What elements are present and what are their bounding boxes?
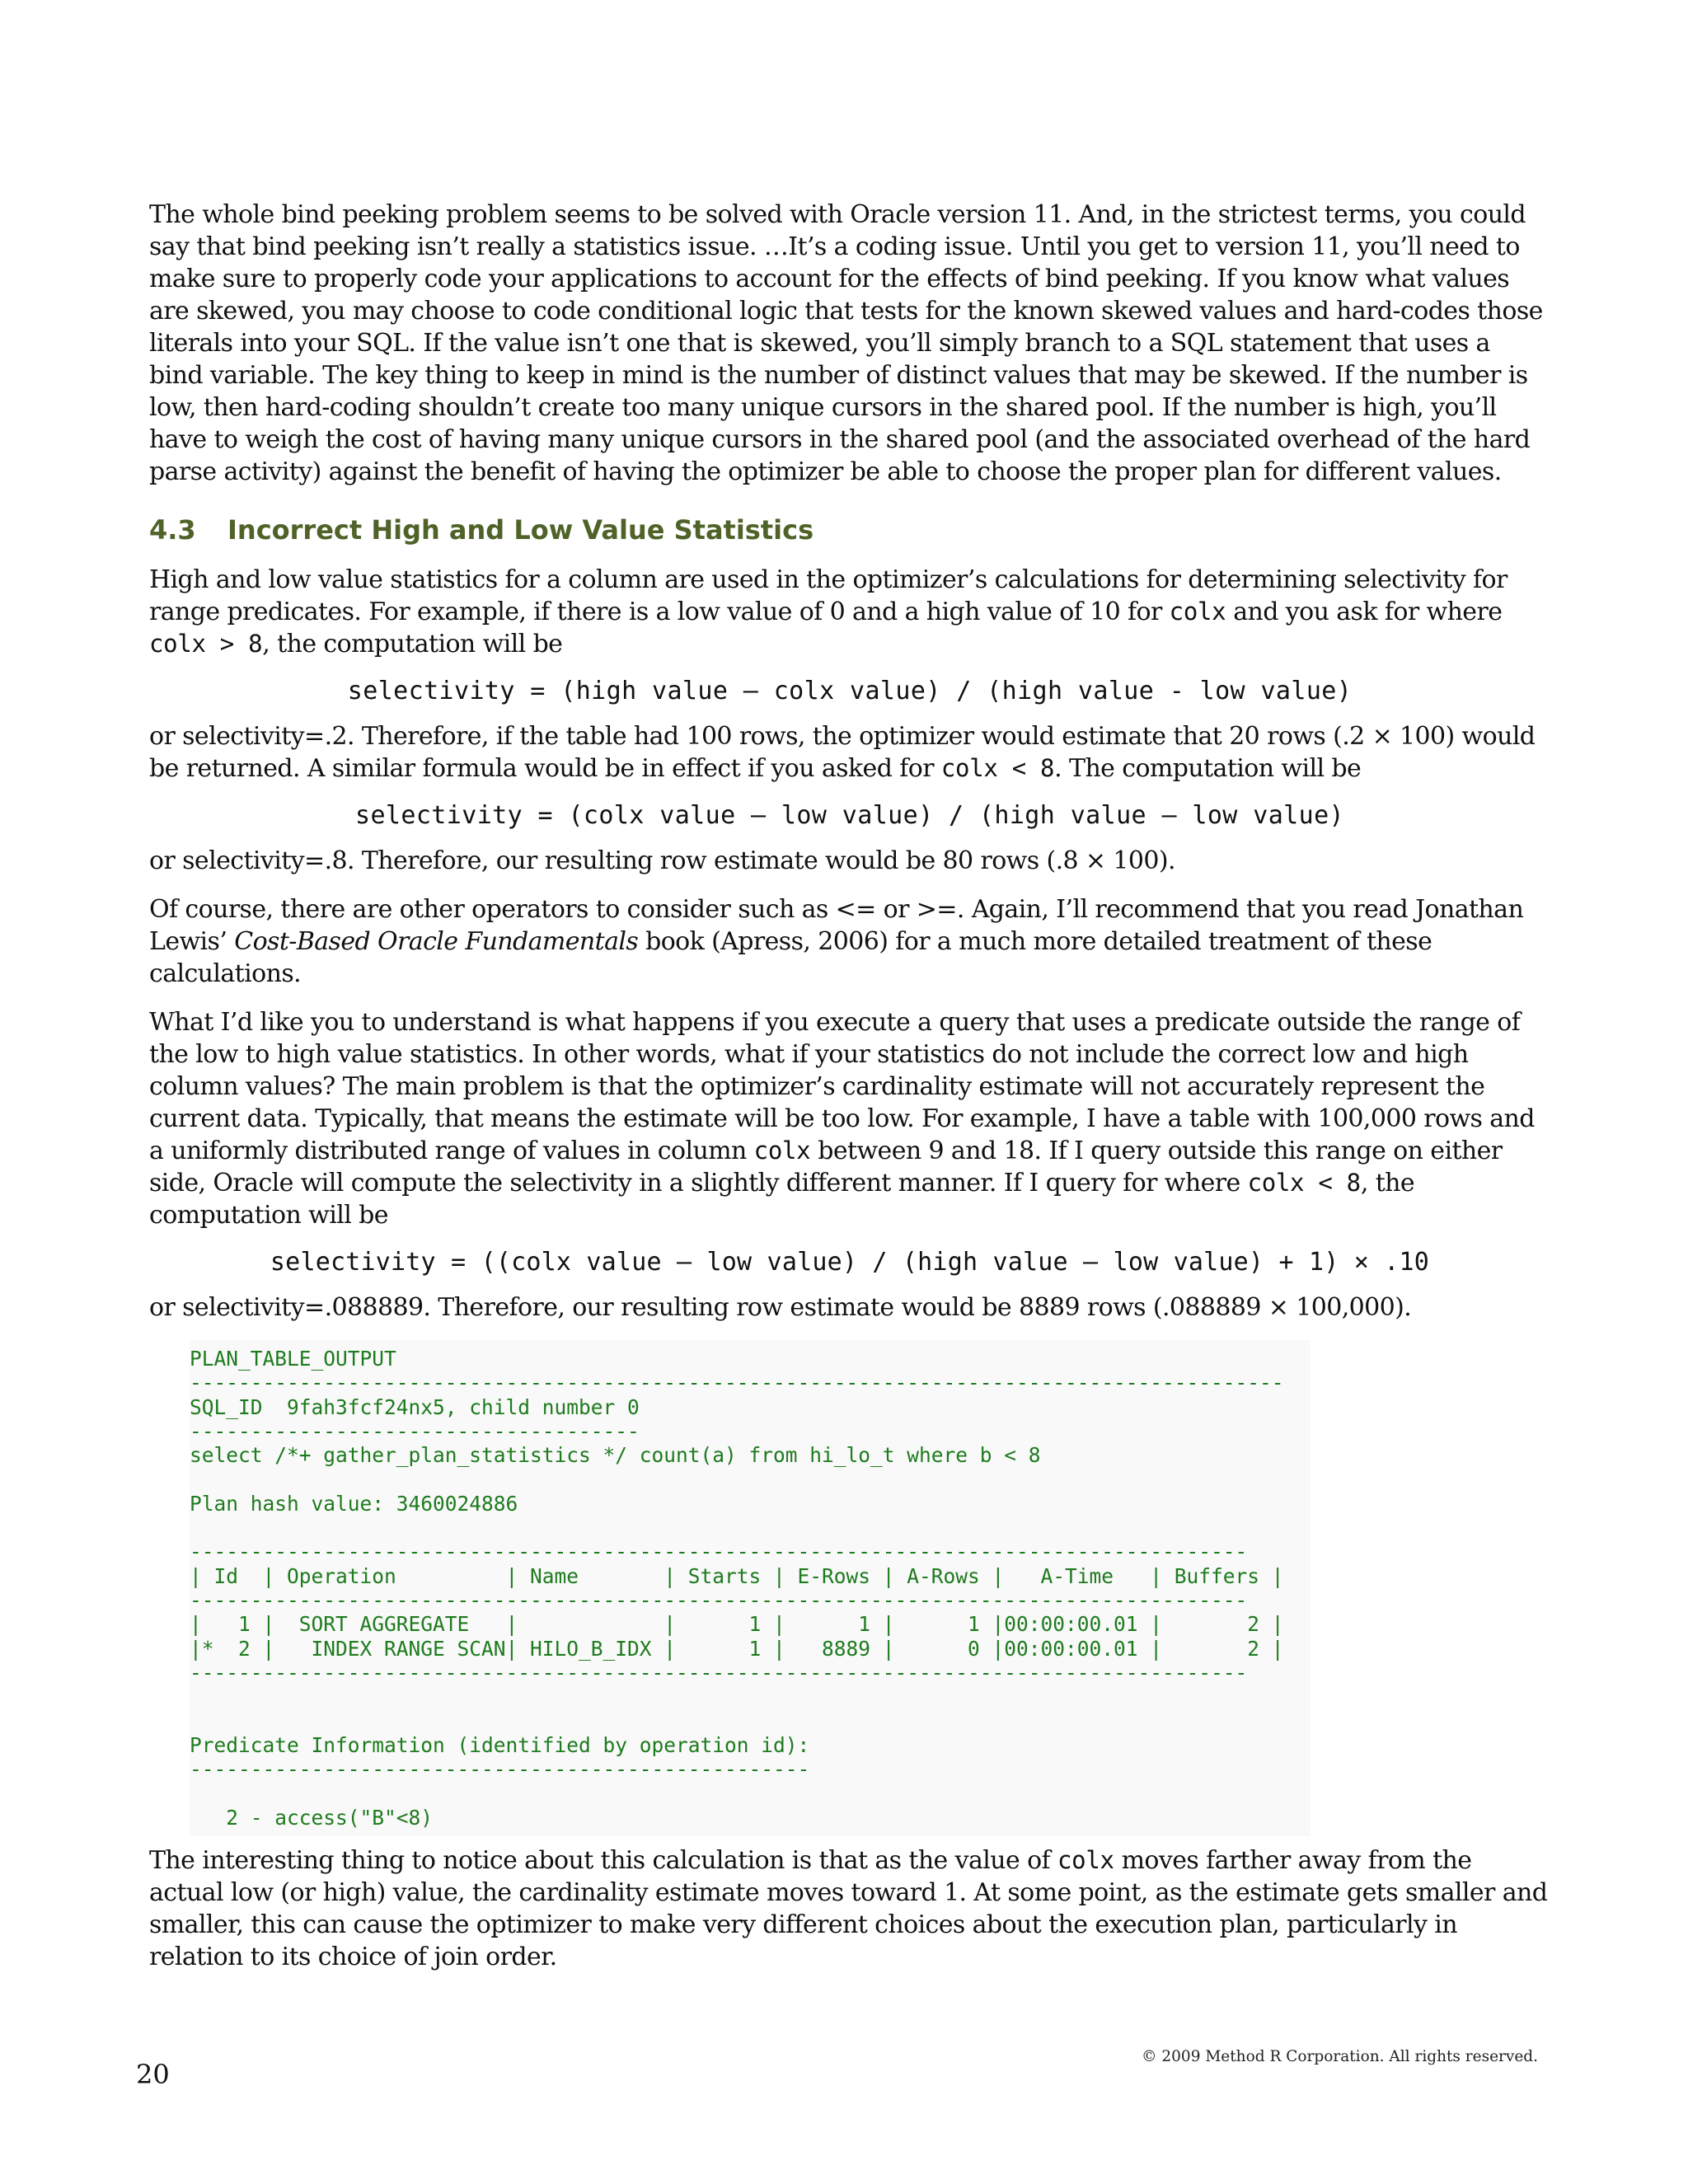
inline-code: colx (1057, 1845, 1114, 1874)
paragraph-selectivity-result-1: or selectivity=.2. Therefore, if the table had 100 rows, the optimizer would estimate that 20 rows (.2 × 100) would be returned. A similar formula would be in effect if you asked for colx < 8. The computation will be (149, 722, 1536, 783)
inline-code: colx (1169, 598, 1226, 626)
paragraph-bind-peeking: The whole bind peeking problem seems to be solved with Oracle version 11. And, in the strictest terms, you could say that bind peeking isn’t really a statistics issue. …It’s a coding issue. Until you get to version 11, you’ll need to make sure to properly code your applications to account for the effects of bind peeking. If you know what values are skewed, you may choose to code conditional logic that tests for the known skewed values and hard-codes those literals into your SQL. If the value isn’t one that is skewed, you’ll simply branch to a SQL statement that uses a bind variable. The key thing to keep in mind is the number of distinct values that may be skewed. If the number is low, then hard-coding shouldn’t create too many unique cursors in the shared pool. If the number is high, you’ll have to weigh the cost of having many unique cursors in the shared pool (and the associated overhead of the hard parse activity) against the benefit of having the optimizer be able to choose the proper plan for different values. (149, 200, 1543, 486)
book-title: Cost-Based Oracle Fundamentals (234, 927, 639, 956)
inline-code: colx < 8 (1247, 1169, 1361, 1197)
inline-code: colx > 8 (149, 630, 263, 658)
section-title: Incorrect High and Low Value Statistics (227, 514, 814, 546)
page-number: 20 (136, 2059, 170, 2090)
formula-selectivity-greater: selectivity = (high value – colx value) / (high value - low value) (347, 677, 1353, 705)
section-heading (149, 514, 1550, 546)
paragraph-selectivity-result-3: or selectivity=.088889. Therefore, our resulting row estimate would be 8889 rows (.088889 × 100,000). (149, 1293, 1412, 1322)
formula-selectivity-less: selectivity = (colx value – low value) / (high value – low value) (355, 801, 1344, 830)
paragraph-out-of-range: What I’d like you to understand is what happens if you execute a query that uses a predicate outside the range of the low to high value statistics. In other words, what if your statistics do not include the correct low and high column values? The main problem is that the optimizer’s cardinality estimate will not accurately represent the current data. Typically, that means the estimate will be too low. For example, I have a table with 100,000 rows and a uniformly distributed range of values in column colx between 9 and 18. If I query outside this range on either side, Oracle will compute the selectivity in a slightly different manner. If I query for where colx < 8, the computation will be (149, 1008, 1535, 1230)
copyright-notice: © 2009 Method R Corporation. All rights reserved. (1142, 2048, 1539, 2065)
inline-code: colx (753, 1137, 811, 1165)
inline-code: colx < 8 (940, 754, 1055, 782)
formula-selectivity-out-of-range: selectivity = ((colx value – low value) / (high value – low value) + 1) × .10 (270, 1248, 1430, 1277)
section-number: 4.3 (149, 514, 196, 546)
paragraph-high-low-intro: High and low value statistics for a column are used in the optimizer’s calculations for determining selectivity for range predicates. For example, if there is a low value of 0 and a high value of 10 for colx and you ask for where colx > 8, the computation will be (149, 565, 1507, 658)
paragraph-selectivity-result-2: or selectivity=.8. Therefore, our resulting row estimate would be 80 rows (.8 × 100). (149, 846, 1175, 875)
plan-table-output: PLAN_TABLE_OUTPUT ------------------------------------------------------------------------------------------ SQL_ID 9fah3fcf24nx5, child number 0 ------------------------------------- select /*+ gather_plan_statistics */ count(a) from hi_lo_t where b < 8 Plan hash value: 3460024886 --------------------------------------------------------------------------------------- | Id | Operation | Name | Starts | E-Rows | A-Rows | A-Time | Buffers | --------------------------------------------------------------------------------------- | 1 | SORT AGGREGATE | | 1 | 1 | 1 |00:00:00.01 | 2 | |* 2 | INDEX RANGE SCAN| HILO_B_IDX | 1 | 8889 | 0 |00:00:00.01 | 2 | --------------------------------------------------------------------------------------- Predicate Information (identified by operation id): --------------------------------------------------- 2 - access("B"<8) (190, 1340, 1311, 1836)
paragraph-operators: Of course, there are other operators to consider such as <= or >=. Again, I’ll recommend that you read Jonathan Lewis’ Cost-Based Oracle Fundamentals book (Apress, 2006) for a much more detailed treatment of these calculations. (149, 895, 1524, 988)
text-column (149, 199, 1550, 1990)
paragraph-cardinality-conclusion: The interesting thing to notice about this calculation is that as the value of colx moves farther away from the actual low (or high) value, the cardinality estimate moves toward 1. At some point, as the estimate gets smaller and smaller, this can cause the optimizer to make very different choices about the execution plan, particularly in relation to its choice of join order. (149, 1845, 1548, 1971)
